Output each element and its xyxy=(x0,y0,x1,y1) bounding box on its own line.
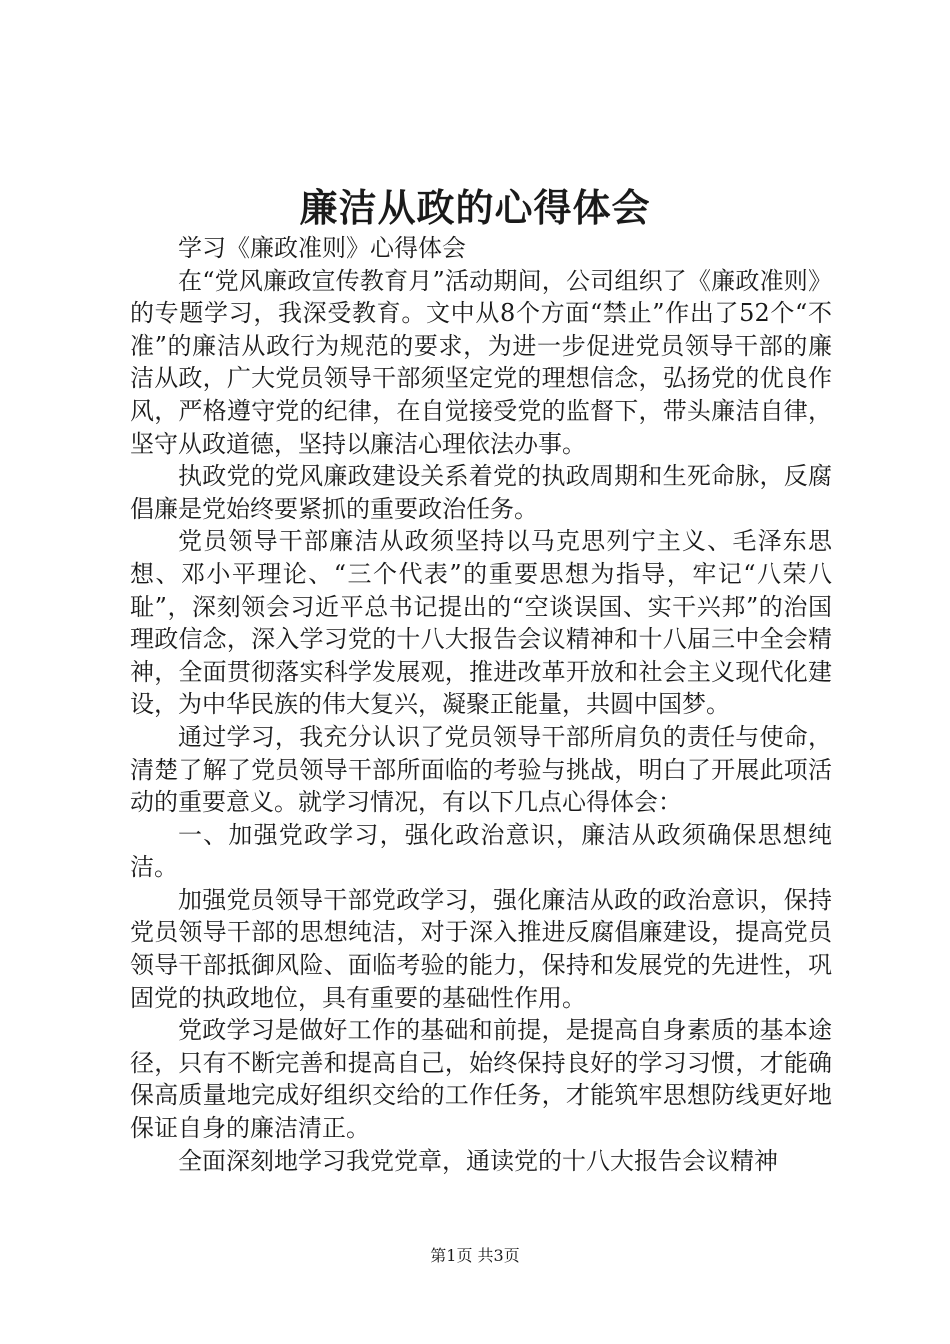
paragraph: 党政学习是做好工作的基础和前提，是提高自身素质的基本途径，只有不断完善和提高自己，始终保持良好的学习习惯，才能确保高质量地完成好组织交给的工作任务，才能筑牢思想防线更好地保证自身的廉洁清正。 xyxy=(130,1016,832,1143)
document-title: 廉洁从政的心得体会 xyxy=(299,185,651,230)
paragraph: 全面深刻地学习我党党章，通读党的十八大报告会议精神 xyxy=(178,1146,778,1175)
paragraph: 在“党风廉政宣传教育月”活动期间，公司组织了《廉政准则》的专题学习，我深受教育。文中从8个方面“禁止”作出了52个“不准”的廉洁从政行为规范的要求，为进一步促进党员领导干部的廉洁从政，广大党员领导干部须坚定党的理想信念，弘扬党的优良作风，严格遵守党的纪律，在自觉接受党的监督下，带头廉洁自律，坚守从政道德，坚持以廉洁心理依法办事。 xyxy=(130,266,832,458)
page-number-footer: 第1页 共3页 xyxy=(430,1246,520,1265)
paragraph: 执政党的党风廉政建设关系着党的执政周期和生死命脉，反腐倡廉是党始终要紧抓的重要政治任务。 xyxy=(130,462,832,523)
section-heading: 一、加强党政学习，强化政治意识，廉洁从政须确保思想纯洁。 xyxy=(130,820,832,882)
paragraph: 学习《廉政准则》心得体会 xyxy=(178,234,466,262)
paragraph: 通过学习，我充分认识了党员领导干部所肩负的责任与使命，清楚了解了党员领导干部所面临的考验与挑战，明白了开展此项活动的重要意义。就学习情况，有以下几点心得体会： xyxy=(130,722,832,817)
paragraph: 加强党员领导干部党政学习，强化廉洁从政的政治意识，保持党员领导干部的思想纯洁，对于深入推进反腐倡廉建设，提高党员领导干部抵御风险、面临考验的能力，保持和发展党的先进性，巩固党的执政地位，具有重要的基础性作用。 xyxy=(130,885,832,1012)
paragraph: 党员领导干部廉洁从政须坚持以马克思列宁主义、毛泽东思想、邓小平理论、“三个代表”的重要思想为指导，牢记“八荣八耻”，深刻领会习近平总书记提出的“空谈误国、实干兴邦”的治国理政信念，深入学习党的十八大报告会议精神和十八届三中全会精神，全面贯彻落实科学发展观，推进改革开放和社会主义现代化建设，为中华民族的伟大复兴，凝聚正能量，共圆中国梦。 xyxy=(130,527,832,719)
document-body xyxy=(130,232,832,1177)
